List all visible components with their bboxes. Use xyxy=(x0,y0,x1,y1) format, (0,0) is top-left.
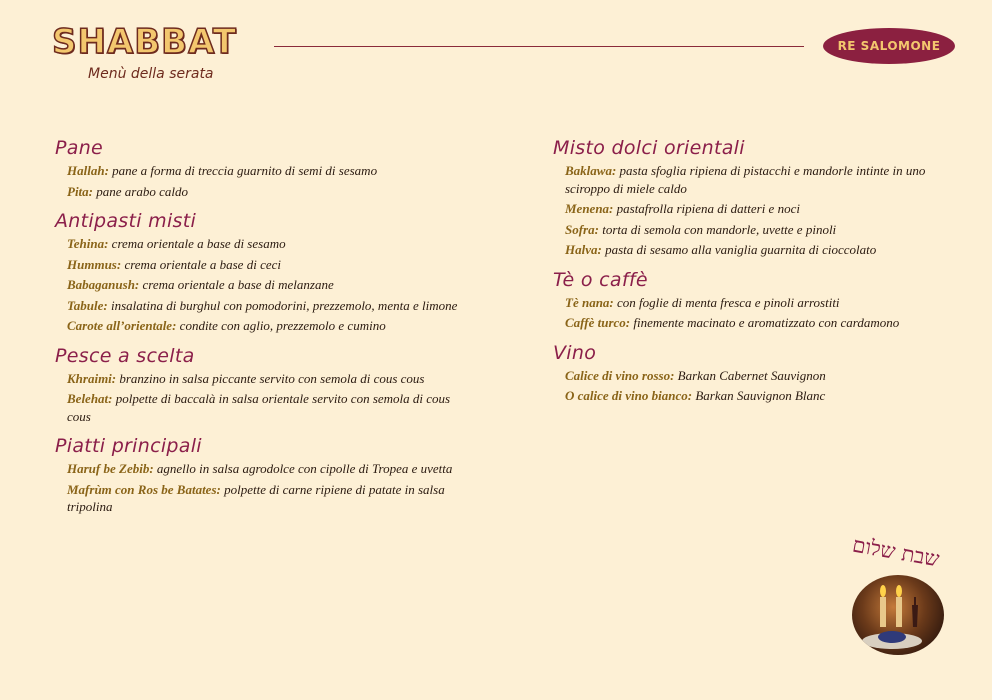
menu-item xyxy=(67,276,475,294)
menu-item xyxy=(565,221,943,239)
restaurant-logo: RE SALOMONE xyxy=(823,28,955,64)
menu-item-name: Sofra: xyxy=(565,221,599,237)
menu-item-name: Halva: xyxy=(565,242,602,257)
menu-item-name: Tè nana: xyxy=(565,294,614,310)
menu-item-name: Carote all’orientale: xyxy=(67,318,177,333)
menu-item-description: pasta sfoglia ripiena di pistacchi e mandorle intinte in uno sciroppo di miele caldo xyxy=(565,163,926,196)
menu-item xyxy=(565,162,943,197)
menu-item-name: Belehat: xyxy=(67,391,113,406)
menu-item-name: Babaganush: xyxy=(67,277,140,292)
menu-item-name: Haruf be Zebib: xyxy=(67,461,154,476)
menu-item-description: crema orientale a base di melanzane xyxy=(139,277,334,292)
menu-item xyxy=(565,387,943,405)
hebrew-greeting: שבת שלום xyxy=(850,532,942,572)
menu-item-name: Tabule: xyxy=(67,297,108,313)
menu-item-name: Calice di vino rosso: xyxy=(565,367,675,383)
menu-item xyxy=(67,297,475,315)
menu-section xyxy=(55,137,475,200)
menu-column-right xyxy=(553,137,943,415)
menu-item xyxy=(67,235,475,253)
menu-item-description: pastafrolla ripiena di datteri e noci xyxy=(613,201,800,216)
menu-item-description: agnello in salsa agrodolce con cipolle di Tropea e uvetta xyxy=(153,461,453,476)
menu-item-description: Barkan Cabernet Sauvignon xyxy=(674,367,826,383)
menu-item xyxy=(67,481,475,516)
menu-item-name: Khraimi: xyxy=(67,370,117,386)
menu-item-description: polpette di baccalà in salsa orientale servito con semola di cous cous xyxy=(67,391,451,424)
section-title: Pane xyxy=(55,137,104,159)
menu-item xyxy=(67,162,475,180)
menu-item-description: finemente macinato e aromatizzato con cardamono xyxy=(630,315,900,330)
menu-item-description: pane a forma di treccia guarnito di semi di sesamo xyxy=(108,163,378,178)
menu-item xyxy=(565,367,943,385)
menu-item xyxy=(67,256,475,274)
page-subtitle: Menù della serata xyxy=(88,66,214,82)
section-title: Tè o caffè xyxy=(553,268,648,291)
menu-column-left xyxy=(55,137,475,526)
section-title: Misto dolci orientali xyxy=(553,137,745,159)
menu-item-name: Hummus: xyxy=(67,256,122,272)
menu-item-name: Tehina: xyxy=(67,236,109,251)
menu-section xyxy=(553,342,943,405)
menu-item-description: insalatina di burghul con pomodorini, prezzemolo, menta e limone xyxy=(107,297,458,313)
menu-section xyxy=(55,435,475,516)
menu-item-name: Mafrùm con Ros be Batates: xyxy=(67,481,221,497)
menu-section xyxy=(553,137,943,259)
section-title: Antipasti misti xyxy=(55,210,197,232)
menu-item xyxy=(565,241,943,259)
menu-item-description: polpette di carne ripiene di patate in salsa tripolina xyxy=(67,481,445,514)
menu-item-description: pasta di sesamo alla vaniglia guarnita di cioccolato xyxy=(601,242,877,257)
menu-section xyxy=(553,269,943,332)
menu-item-name: Pita: xyxy=(67,183,93,199)
section-title: Piatti principali xyxy=(55,435,202,457)
menu-item-description: crema orientale a base di sesamo xyxy=(108,236,286,251)
menu-item xyxy=(67,460,475,478)
menu-item xyxy=(67,317,475,335)
menu-item-name: Baklawa: xyxy=(565,163,617,178)
menu-item-name: Menena: xyxy=(565,201,614,216)
section-title: Vino xyxy=(553,341,597,364)
header-divider xyxy=(274,46,804,47)
menu-section xyxy=(55,210,475,335)
menu-section xyxy=(55,345,475,426)
menu-item-description: Barkan Sauvignon Blanc xyxy=(692,388,826,403)
menu-item-description: con foglie di menta fresca e pinoli arrostiti xyxy=(613,294,840,310)
menu-item xyxy=(67,370,475,388)
menu-item-description: torta di semola con mandorle, uvette e pinoli xyxy=(598,221,837,237)
shabbat-candles-image xyxy=(852,575,944,655)
menu-item-name: Hallah: xyxy=(67,163,109,178)
menu-item-name: Caffè turco: xyxy=(565,315,631,330)
menu-item-description: branzino in salsa piccante servito con semola di cous cous xyxy=(116,370,425,386)
menu-item-name: O calice di vino bianco: xyxy=(565,388,693,403)
menu-item-description: pane arabo caldo xyxy=(93,183,188,199)
menu-item xyxy=(67,390,475,425)
menu-item-description: condite con aglio, prezzemolo e cumino xyxy=(176,318,386,333)
menu-item xyxy=(565,200,943,218)
menu-item xyxy=(565,294,943,312)
section-title: Pesce a scelta xyxy=(55,344,195,367)
candles-icon xyxy=(852,575,944,655)
menu-item-description: crema orientale a base di ceci xyxy=(121,256,281,272)
menu-item xyxy=(565,314,943,332)
menu-item xyxy=(67,183,475,201)
page-title: SHABBAT xyxy=(52,22,237,62)
